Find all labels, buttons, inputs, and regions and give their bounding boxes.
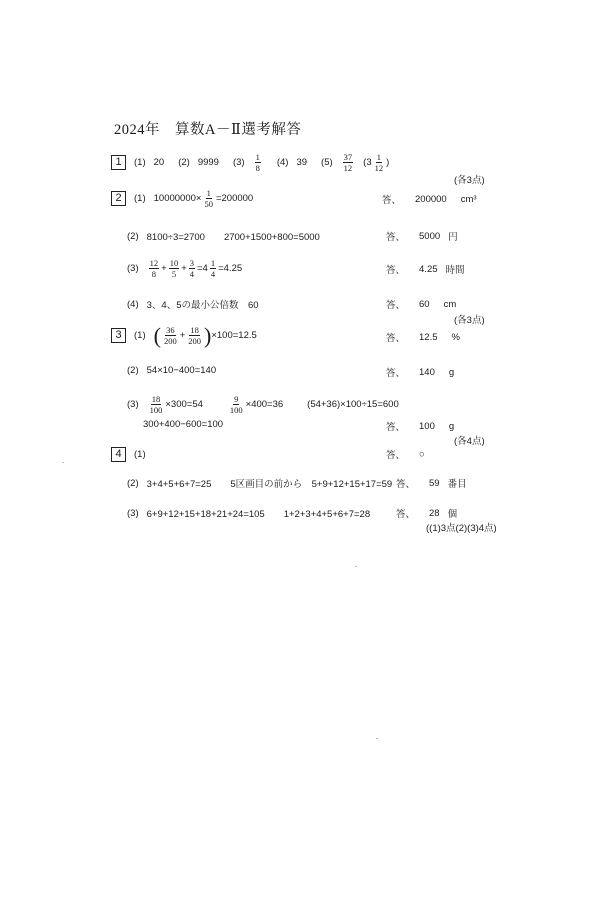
- calculation: 3、4、5の最小公倍数 60: [146, 300, 259, 311]
- section-number: 1: [111, 155, 126, 170]
- fraction-4: [210, 258, 216, 279]
- scan-speck: [376, 738, 378, 739]
- section-4-q3: [127, 506, 370, 520]
- calculation-result: =200000: [215, 193, 254, 204]
- q3-fraction: [255, 152, 261, 173]
- calculation-part-1: ×300=54: [165, 399, 203, 410]
- answer-label: 答、: [386, 333, 406, 344]
- numerator: 36: [166, 325, 175, 335]
- operator: +: [179, 330, 186, 341]
- answer-unit: g: [448, 366, 455, 378]
- answer-label: 答、: [386, 232, 406, 243]
- mixed-integer: =4: [197, 263, 208, 274]
- question-label: (3): [127, 263, 139, 274]
- fraction-1: [149, 258, 160, 279]
- section-3-q2-answer: [386, 365, 454, 379]
- answer-value: 4.25: [419, 263, 438, 275]
- open-paren: (: [153, 322, 161, 348]
- question-label: (3): [127, 507, 139, 519]
- numerator: 9: [234, 394, 239, 404]
- answer-unit: 時間: [445, 265, 465, 276]
- denominator: 100: [149, 405, 163, 415]
- section-number: 3: [111, 328, 126, 343]
- answer-value: 200000: [415, 193, 447, 205]
- calculation: 3+4+5+6+7=25 5区画目の前から 5+9+12+15+17=59: [146, 479, 393, 490]
- q5-mixed-fraction: [374, 152, 385, 173]
- fraction-2: [229, 394, 244, 415]
- denominator: 5: [171, 269, 177, 279]
- numerator: 3: [189, 258, 194, 268]
- denominator: 50: [204, 199, 213, 209]
- answer-label: 答、: [386, 450, 406, 461]
- fraction-2: [169, 258, 180, 279]
- denominator: 4: [189, 269, 194, 279]
- calculation: 8100÷3=2700 2700+1500+800=5000: [146, 232, 320, 243]
- question-label: (2): [127, 230, 139, 242]
- scan-speck: [355, 566, 357, 567]
- question-label: (1): [134, 449, 146, 460]
- operator: +: [181, 263, 187, 274]
- section-2-q4-answer: [386, 297, 456, 311]
- calculation-result: ×100=12.5: [211, 330, 257, 341]
- section-1: [111, 152, 389, 173]
- question-label: (3): [127, 399, 139, 410]
- section-2-q3: [127, 258, 242, 279]
- section-2-q2-answer: [386, 229, 458, 243]
- q1-answer: 20: [153, 157, 165, 168]
- section-3-points: (各4点): [454, 436, 485, 447]
- answer-unit: g: [448, 420, 455, 432]
- operator: +: [161, 263, 167, 274]
- section-4-q1: [111, 447, 146, 462]
- numerator: 18: [151, 394, 161, 404]
- answer-unit: cm: [443, 298, 457, 310]
- calc-fraction: [203, 188, 214, 209]
- close-paren: ): [204, 322, 212, 348]
- q2-answer: 9999: [197, 157, 219, 168]
- fraction-3: [189, 258, 195, 279]
- section-4-q2-answer: [396, 476, 467, 490]
- fraction-1: [149, 394, 164, 415]
- section-3-q3: [127, 394, 399, 415]
- question-label: (1): [134, 330, 146, 341]
- denominator: 12: [374, 163, 384, 173]
- q2-label: (2): [178, 157, 190, 168]
- section-3-q3-line2: 300+400−600=100: [143, 419, 224, 430]
- section-3-q3-answer: [386, 419, 454, 433]
- calculation-part-3: (54+36)×100÷15=600: [307, 399, 399, 410]
- answer-unit: cm³: [460, 193, 477, 205]
- q3-label: (3): [232, 157, 245, 168]
- calculation-part-2: ×400=36: [245, 399, 284, 410]
- numerator: 12: [149, 258, 159, 268]
- section-number: 4: [111, 447, 126, 462]
- section-3-q1-answer: [386, 330, 460, 344]
- section-4-points: ((1)3点(2)(3)4点): [426, 523, 497, 534]
- calculation: 10000000×: [153, 193, 202, 204]
- section-2-q1: [111, 188, 253, 209]
- answer-value: 12.5: [419, 331, 438, 343]
- answer-label: 答、: [386, 422, 406, 433]
- q5-label: (5): [321, 157, 333, 168]
- numerator: 37: [343, 152, 353, 162]
- question-label: (1): [134, 193, 146, 204]
- q5-mixed-close: ): [386, 157, 390, 168]
- answer-value: 28: [429, 507, 440, 519]
- section-2-q4: [127, 297, 259, 311]
- q4-label: (4): [276, 157, 289, 168]
- section-4-q2: [127, 476, 392, 490]
- q5-fraction: [343, 152, 354, 173]
- answer-unit: 番目: [447, 479, 467, 490]
- answer-value: 5000: [419, 230, 441, 242]
- denominator: 8: [255, 163, 260, 173]
- answer-label: 答、: [386, 265, 406, 276]
- answer-unit: %: [451, 331, 460, 343]
- answer-value: 100: [419, 420, 435, 432]
- numerator: 1: [210, 258, 216, 268]
- question-label: (2): [127, 477, 139, 489]
- numerator: 10: [169, 258, 179, 268]
- scan-speck: [62, 462, 64, 463]
- answer-label: 答、: [396, 479, 416, 490]
- answer-label: 答、: [396, 509, 416, 520]
- q1-label: (1): [134, 157, 146, 168]
- calculation-result: =4.25: [218, 263, 243, 274]
- answer-value: ○: [419, 448, 425, 460]
- calculation: 6+9+12+15+18+21+24=105 1+2+3+4+5+6+7=28: [146, 509, 371, 520]
- section-2-q2: [127, 229, 320, 243]
- answer-label: 答、: [386, 300, 406, 311]
- fraction-2: [187, 325, 202, 346]
- answer-value: 60: [419, 298, 430, 310]
- section-4-q1-answer: [386, 447, 425, 461]
- section-3-q2: [127, 365, 216, 376]
- answer-value: 140: [419, 366, 435, 378]
- q5-mixed-open: (3: [363, 157, 372, 168]
- answer-unit: 個: [447, 509, 458, 520]
- numerator: 1: [206, 188, 211, 198]
- section-2-points: (各3点): [454, 315, 485, 326]
- denominator: 12: [343, 163, 353, 173]
- answer-value: 59: [429, 477, 440, 489]
- numerator: 1: [376, 152, 381, 162]
- calculation: 54×10−400=140: [146, 365, 217, 376]
- fraction-1: [163, 325, 178, 346]
- numerator: 18: [190, 325, 199, 335]
- section-2-q1-answer: [382, 192, 477, 206]
- section-number: 2: [111, 191, 126, 206]
- section-2-q3-answer: [386, 262, 465, 276]
- question-label: (4): [127, 298, 139, 310]
- section-3-q1: [111, 322, 257, 348]
- denominator: 4: [210, 269, 216, 279]
- denominator: 100: [229, 405, 243, 415]
- answer-unit: 円: [448, 232, 458, 243]
- question-label: (2): [127, 365, 139, 376]
- page-title: 2024年 算数A－Ⅱ選考解答: [114, 122, 302, 138]
- denominator: 200: [188, 336, 202, 346]
- q4-answer: 39: [296, 157, 308, 168]
- denominator: 8: [151, 269, 156, 279]
- numerator: 1: [255, 152, 260, 162]
- section-4-q3-answer: [396, 506, 457, 520]
- answer-label: 答、: [382, 195, 402, 206]
- section-1-points: (各3点): [454, 175, 485, 186]
- denominator: 200: [163, 336, 177, 346]
- answer-label: 答、: [386, 368, 406, 379]
